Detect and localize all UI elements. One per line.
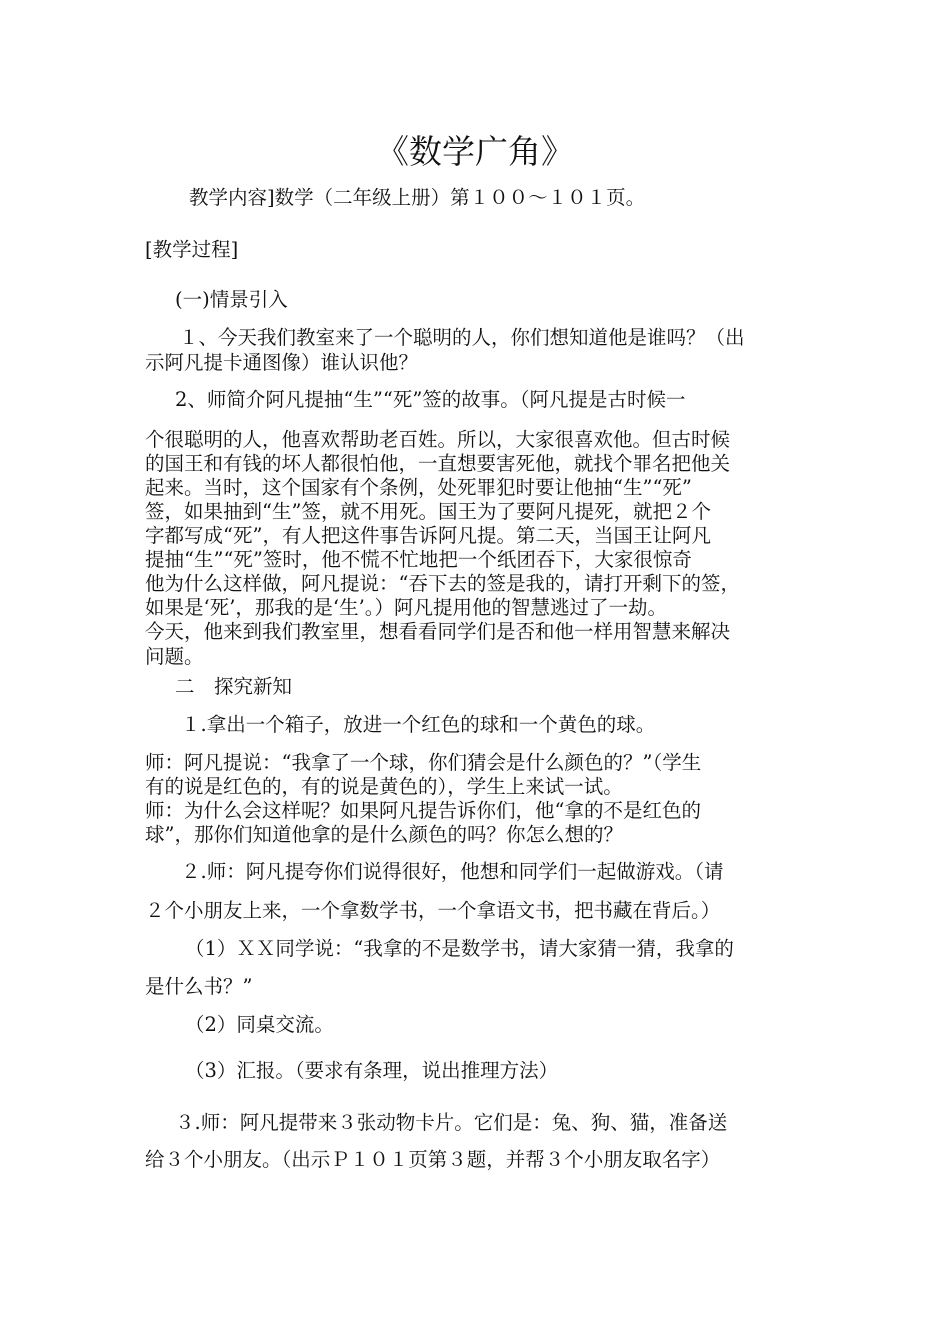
- line-paragraph: 是什么书？”: [145, 975, 253, 998]
- line-paragraph: 签，如果抽到“生”签，就不用死。国王为了要阿凡提死，就把２个: [145, 500, 711, 523]
- line-teaching-content: 教学内容]数学（二年级上册）第１００～１０１页。: [189, 186, 646, 209]
- line-teaching-process: [教学过程]: [145, 238, 239, 261]
- line-paragraph: 2、师简介阿凡提抽“生”“死”签的故事。（阿凡提是古时候一: [175, 388, 686, 411]
- line-paragraph: 他为什么这样做，阿凡提说：“吞下去的签是我的，请打开剩下的签，: [145, 572, 740, 595]
- line-paragraph: 如果是‘死’，那我的是‘生’。）阿凡提用他的智慧逃过了一劫。: [145, 596, 668, 619]
- line-paragraph: 今天，他来到我们教室里，想看看同学们是否和他一样用智慧来解决: [145, 620, 731, 643]
- line-paragraph: 给３个小朋友。（出示Ｐ１０１页第３题，并帮３个小朋友取名字）: [145, 1148, 721, 1171]
- line-section-two-heading: 二 探究新知: [175, 675, 293, 698]
- line-paragraph: 字都写成“死”，有人把这件事告诉阿凡提。第二天，当国王让阿凡: [145, 524, 711, 547]
- line-paragraph: 提抽“生”“死”签时，他不慌不忙地把一个纸团吞下，大家很惊奇: [145, 548, 692, 571]
- line-paragraph: １.拿出一个箱子，放进一个红色的球和一个黄色的球。: [181, 713, 656, 736]
- line-paragraph: 起来。当时，这个国家有个条例，处死罪犯时要让他抽“生”“死”: [145, 476, 692, 499]
- line-paragraph: 的国王和有钱的坏人都很怕他，一直想要害死他，就找个罪名把他关: [145, 452, 731, 475]
- line-section-one-heading: (一)情景引入: [175, 288, 288, 311]
- line-paragraph: 问题。: [145, 645, 204, 668]
- line-paragraph: ２.师：阿凡提夸你们说得很好，他想和同学们一起做游戏。（请: [181, 860, 724, 883]
- line-paragraph: （3）汇报。（要求有条理，说出推理方法）: [185, 1059, 559, 1082]
- line-paragraph: 师：为什么会这样呢？如果阿凡提告诉你们，他“拿的不是红色的: [145, 799, 701, 822]
- line-paragraph: 球”，那你们知道他拿的是什么颜色的吗？你怎么想的？: [145, 823, 623, 846]
- line-paragraph: ２个小朋友上来，一个拿数学书，一个拿语文书，把书藏在背后。）: [145, 899, 721, 922]
- line-paragraph: 个很聪明的人，他喜欢帮助老百姓。所以，大家很喜欢他。但古时候: [145, 428, 731, 451]
- line-paragraph: 有的说是红色的，有的说是黄色的），学生上来试一试。: [145, 775, 623, 798]
- line-paragraph: １、今天我们教室来了一个聪明的人，你们想知道他是谁吗？（出: [179, 326, 745, 349]
- line-paragraph: （1）ＸＸ同学说：“我拿的不是数学书，请大家猜一猜，我拿的: [185, 937, 734, 960]
- line-paragraph: 师：阿凡提说：“我拿了一个球，你们猜会是什么颜色的？”（学生: [145, 751, 702, 774]
- document-title: 《数学广角》: [376, 132, 574, 171]
- line-paragraph: 示阿凡提卡通图像）谁认识他？: [145, 351, 419, 374]
- line-paragraph: （2）同桌交流。: [185, 1013, 334, 1036]
- line-paragraph: ３.师：阿凡提带来３张动物卡片。它们是：兔、狗、猫，准备送: [175, 1111, 728, 1134]
